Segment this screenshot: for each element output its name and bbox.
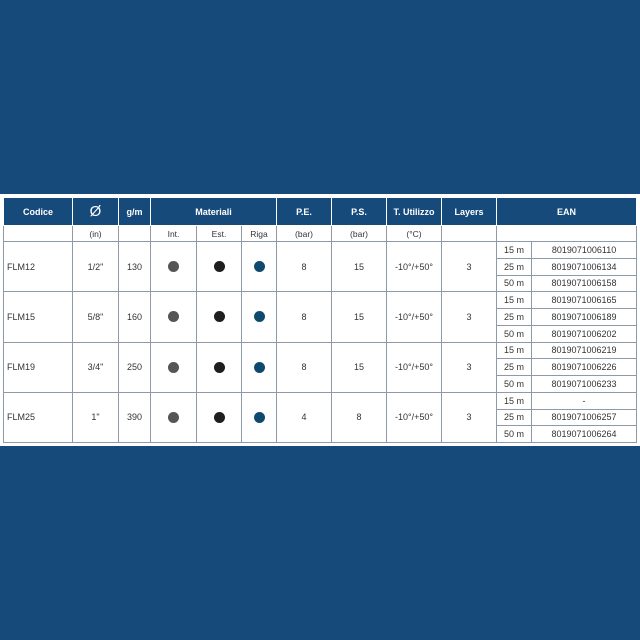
header-ean: EAN [497,198,637,226]
ean-length: 50 m [497,426,532,443]
unit-empty [119,226,151,242]
ean-length: 50 m [497,376,532,393]
material-riga-dot-cell [242,292,277,342]
table-row [4,242,637,259]
material-riga-dot-cell [242,242,277,292]
material-riga-dot [254,362,265,373]
material-est-dot [214,261,225,272]
unit-diameter: (in) [73,226,119,242]
product-pe: 4 [277,392,332,442]
material-int-dot-cell [151,292,197,342]
ean-length: 25 m [497,359,532,376]
product-diameter: 1" [73,392,119,442]
product-pe: 8 [277,242,332,292]
product-ps: 8 [332,392,387,442]
product-ps: 15 [332,242,387,292]
product-gm: 250 [119,342,151,392]
material-int-dot [168,311,179,322]
ean-length: 50 m [497,275,532,292]
material-riga-dot [254,311,265,322]
material-int-dot-cell [151,242,197,292]
product-ps: 15 [332,292,387,342]
product-code: FLM19 [4,342,73,392]
material-riga-dot-cell [242,342,277,392]
product-layers: 3 [442,242,497,292]
product-code: FLM12 [4,242,73,292]
material-int-dot [168,362,179,373]
header-pe: P.E. [277,198,332,226]
ean-code: 8019071006219 [532,342,637,359]
ean-code: 8019071006165 [532,292,637,309]
unit-pe: (bar) [277,226,332,242]
material-int-dot [168,261,179,272]
table-row [4,292,637,309]
material-est-dot [214,412,225,423]
spec-table-panel [0,194,640,446]
ean-code: 8019071006110 [532,242,637,259]
product-layers: 3 [442,392,497,442]
material-int-dot [168,412,179,423]
ean-length: 25 m [497,258,532,275]
product-temp: -10°/+50° [387,292,442,342]
product-ps: 15 [332,342,387,392]
material-riga-dot-cell [242,392,277,442]
unit-riga: Riga [242,226,277,242]
spec-table [3,197,637,443]
unit-empty [4,226,73,242]
unit-empty [442,226,497,242]
ean-code: - [532,392,637,409]
material-est-dot-cell [197,342,242,392]
header-diameter: Ø [73,198,119,226]
unit-int: Int. [151,226,197,242]
product-diameter: 3/4" [73,342,119,392]
product-layers: 3 [442,292,497,342]
product-layers: 3 [442,342,497,392]
header-t-utilizzo: T. Utilizzo [387,198,442,226]
ean-code: 8019071006257 [532,409,637,426]
unit-t-utilizzo: (°C) [387,226,442,242]
product-diameter: 1/2" [73,242,119,292]
ean-length: 50 m [497,325,532,342]
material-int-dot-cell [151,342,197,392]
unit-ps: (bar) [332,226,387,242]
unit-est: Est. [197,226,242,242]
material-riga-dot [254,261,265,272]
product-temp: -10°/+50° [387,342,442,392]
ean-length: 15 m [497,342,532,359]
ean-code: 8019071006202 [532,325,637,342]
product-gm: 130 [119,242,151,292]
header-codice: Codice [4,198,73,226]
material-est-dot-cell [197,242,242,292]
spec-body [4,242,637,443]
ean-code: 8019071006264 [532,426,637,443]
product-gm: 390 [119,392,151,442]
ean-code: 8019071006189 [532,309,637,326]
ean-length: 15 m [497,292,532,309]
material-est-dot-cell [197,292,242,342]
product-temp: -10°/+50° [387,242,442,292]
units-row [4,226,637,242]
product-code: FLM15 [4,292,73,342]
ean-length: 15 m [497,242,532,259]
unit-empty [497,226,637,242]
material-est-dot-cell [197,392,242,442]
header-gm: g/m [119,198,151,226]
ean-code: 8019071006226 [532,359,637,376]
ean-length: 15 m [497,392,532,409]
material-riga-dot [254,412,265,423]
product-pe: 8 [277,342,332,392]
product-temp: -10°/+50° [387,392,442,442]
table-row [4,342,637,359]
ean-code: 8019071006233 [532,376,637,393]
product-pe: 8 [277,292,332,342]
ean-code: 8019071006158 [532,275,637,292]
material-est-dot [214,362,225,373]
header-layers: Layers [442,198,497,226]
product-diameter: 5/8" [73,292,119,342]
ean-code: 8019071006134 [532,258,637,275]
material-int-dot-cell [151,392,197,442]
product-gm: 160 [119,292,151,342]
table-row [4,392,637,409]
header-ps: P.S. [332,198,387,226]
material-est-dot [214,311,225,322]
header-row [4,198,637,226]
ean-length: 25 m [497,309,532,326]
header-materiali: Materiali [151,198,277,226]
ean-length: 25 m [497,409,532,426]
product-code: FLM25 [4,392,73,442]
